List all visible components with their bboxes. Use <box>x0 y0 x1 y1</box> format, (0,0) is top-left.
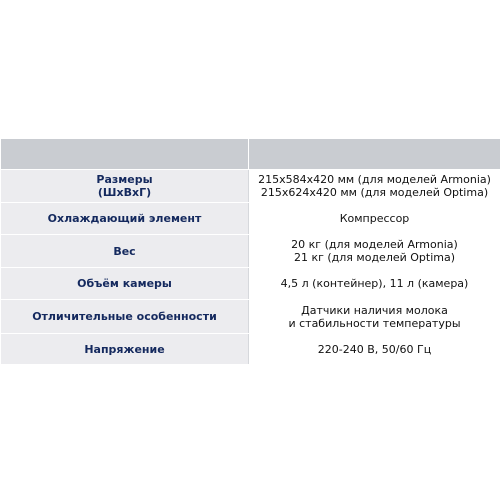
header-cell-left <box>1 139 249 170</box>
weight-value-line-1: 20 кг (для моделей Armonia) <box>291 238 458 251</box>
dimensions-label-line-1: Размеры <box>96 173 153 186</box>
header-cell-right <box>249 139 500 170</box>
table-row-weight <box>1 235 500 268</box>
chamber-volume-label <box>1 268 249 300</box>
features-value <box>249 300 500 334</box>
dimensions-label <box>1 170 249 203</box>
voltage-value-line-1: 220-240 В, 50/60 Гц <box>317 342 432 356</box>
dimensions-value-line-2: 215x624x420 мм (для моделей Optima) <box>260 186 489 199</box>
features-label <box>1 300 249 334</box>
voltage-value <box>249 334 500 365</box>
features-value-line-1: Датчики наличия молока <box>301 303 448 317</box>
chamber-volume-value-line-1: 4,5 л (контейнер), 11 л (камера) <box>280 277 469 290</box>
weight-label-line-1: Вес <box>113 244 136 258</box>
cooling-element-value-line-1: Компрессор <box>339 212 410 225</box>
table-row-features <box>1 300 500 334</box>
weight-label <box>1 235 249 268</box>
dimensions-value-line-1: 215x584x420 мм (для моделей Armonia) <box>258 173 491 186</box>
voltage-label <box>1 334 249 365</box>
features-value-line-2: и стабильности температуры <box>288 316 461 330</box>
dimensions-label-line-2: (ШхВхГ) <box>97 186 152 199</box>
dimensions-value <box>249 170 500 203</box>
weight-value-line-2: 21 кг (для моделей Optima) <box>293 251 456 264</box>
features-label-line-1: Отличительные особенности <box>32 310 217 323</box>
voltage-label-line-1: Напряжение <box>84 342 165 356</box>
spec-table <box>0 138 500 365</box>
chamber-volume-label-line-1: Объём камеры <box>77 277 172 290</box>
table-row-voltage <box>1 334 500 365</box>
weight-value <box>249 235 500 268</box>
table-row-dimensions <box>1 170 500 203</box>
cooling-element-label <box>1 203 249 235</box>
table-header-row <box>1 139 500 170</box>
cooling-element-value <box>249 203 500 235</box>
table-row-cooling-element <box>1 203 500 235</box>
table-row-chamber-volume <box>1 268 500 300</box>
chamber-volume-value <box>249 268 500 300</box>
cooling-element-label-line-1: Охлаждающий элемент <box>47 212 202 225</box>
